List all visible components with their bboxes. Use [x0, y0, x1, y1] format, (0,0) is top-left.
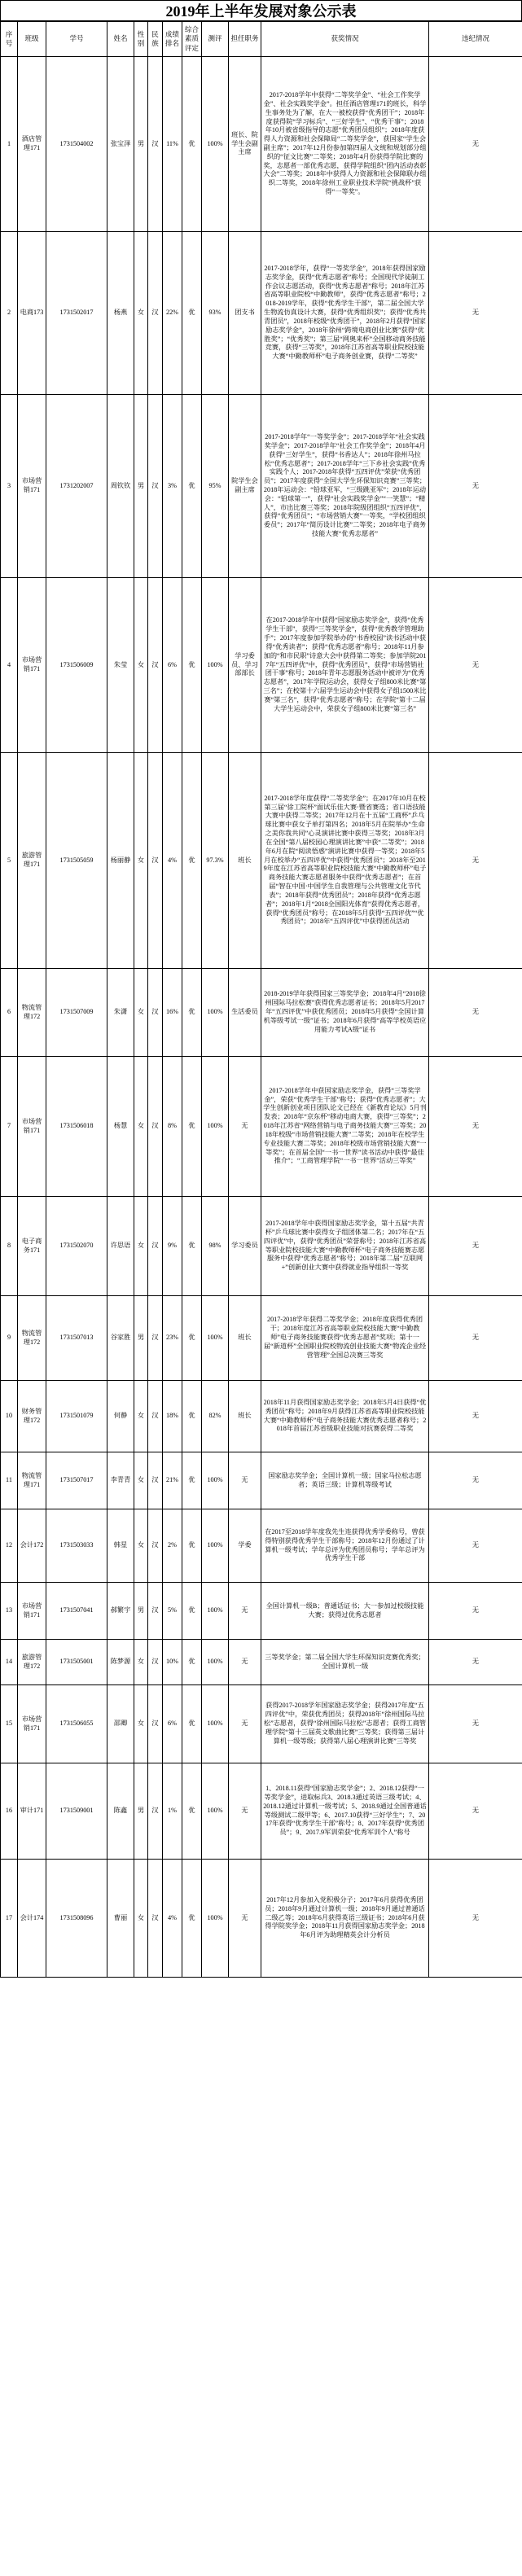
rank-cell: 1% [163, 1763, 182, 1860]
gender-cell: 男 [134, 57, 148, 232]
name-cell: 张宝泽 [107, 57, 134, 232]
honors-cell: 2017-2018学年度获得“二等奖学金”；在2017年10月在校第三届“徐工院杯”面试乐佳大赛·暨省赛选；省口语技能大赛中获得二等奖；2017年12月在十五届“工商杯”乒乓球比赛中获女子单打第四名；2018年5月在院举办“生命之美你我共同”心灵演讲比赛中获得三等奖；2018年3月在全国“第八届校园心理演讲比赛”中获“二等奖”；2018年6月在院“阅读悟惑”演讲比赛中获得一等奖；2018年5月在校举办“五四评优”中获得“优秀团员”；2018年至2019年度在江苏省高等职业院校技能大赛“中勤教师杯”电子商务技能大赛志愿者服务中获得“优秀志愿者”；在首届“智在中国·中国学生自我管理与公共管理文化节代表”；2018年获得“优秀团员”；2018年获得“优秀志愿者”；2018年1月“2018全国阳光体育”获得优秀志愿者，获得“优秀团员”称号；在2018年5月获得“五四评优”“优秀团员”；2018年“五四评优”中获得团员活动 [261, 753, 429, 969]
position-cell: 班长 [229, 1381, 261, 1452]
row-number: 4 [1, 578, 18, 753]
table-row [1, 1296, 522, 1381]
name-cell: 陈鑫 [107, 1763, 134, 1860]
discipline-cell: 无 [429, 1509, 522, 1583]
rank-cell: 5% [163, 1583, 182, 1640]
table-row [1, 969, 522, 1057]
position-cell: 班长 [229, 753, 261, 969]
position-cell: 无 [229, 1860, 261, 1978]
position-cell: 学委 [229, 1509, 261, 1583]
rank-cell: 18% [163, 1381, 182, 1452]
discipline-cell: 无 [429, 578, 522, 753]
discipline-cell: 无 [429, 1763, 522, 1860]
student-id-cell: 1731506009 [46, 578, 107, 753]
class-cell: 旅游管理172 [18, 1640, 46, 1685]
position-cell: 班长、院学生会副主席 [229, 57, 261, 232]
name-cell: 杨慧 [107, 1057, 134, 1197]
header-cell: 违纪情况 [429, 22, 522, 57]
table-row [1, 1452, 522, 1509]
student-id-cell: 1731509001 [46, 1763, 107, 1860]
table-row [1, 1197, 522, 1296]
table-row [1, 395, 522, 578]
evaluation-cell: 93% [202, 232, 229, 395]
table-row [1, 578, 522, 753]
class-cell: 旅游管理171 [18, 753, 46, 969]
evaluation-cell: 100% [202, 57, 229, 232]
grade-cell: 优 [182, 1583, 202, 1640]
rank-cell: 22% [163, 232, 182, 395]
discipline-cell: 无 [429, 1296, 522, 1381]
ethnicity-cell: 汉 [148, 578, 163, 753]
row-number: 12 [1, 1509, 18, 1583]
ethnicity-cell: 汉 [148, 1685, 163, 1763]
gender-cell: 男 [134, 1763, 148, 1860]
student-id-cell: 1731504002 [46, 57, 107, 232]
rank-cell: 4% [163, 1860, 182, 1978]
student-id-cell: 1731503033 [46, 1509, 107, 1583]
class-cell: 市场营销171 [18, 1583, 46, 1640]
discipline-cell: 无 [429, 1583, 522, 1640]
honors-cell: 2017-2018学年“一等奖学金”；2017-2018学年“社会实践奖学金”；2017-2018学年“社会工作奖学金”；2018年4月获得“三好学生”，获得“书香达人”；2018年徐州马拉松“优秀志愿者”；2017-2018学年“三下乡社会实践”优秀实践个人；2017-2018年获得“五四评优”荣获“优秀团员”；2017年度获得“全国大学生环保知识竞赛”三等奖；2018年运动会：“铅球亚军，“三级跳亚军”；2018年运动会：“铅球第一”，获得“社会实践奖学金”“一笑慧”；“精人”，市出比赛三等奖；2018年院级团组织“五四评优”，获得“优秀团员”；“市场营销大赛”一等奖，“学校团组织委员”；2017年“简历设计比赛”二等奖；2018年电子商务技能大赛“优秀志愿者” [261, 395, 429, 578]
ethnicity-cell: 汉 [148, 1197, 163, 1296]
table-row [1, 232, 522, 395]
discipline-cell: 无 [429, 395, 522, 578]
ethnicity-cell: 汉 [148, 753, 163, 969]
student-id-cell: 1731506055 [46, 1685, 107, 1763]
ethnicity-cell: 汉 [148, 1057, 163, 1197]
position-cell: 无 [229, 1640, 261, 1685]
table-row [1, 1509, 522, 1583]
grade-cell: 优 [182, 1057, 202, 1197]
page-title: 2019年上半年发展对象公示表 [0, 0, 522, 21]
evaluation-cell: 100% [202, 969, 229, 1057]
name-cell: 何静 [107, 1381, 134, 1452]
table-row [1, 57, 522, 232]
ethnicity-cell: 汉 [148, 232, 163, 395]
student-id-cell: 1731505059 [46, 753, 107, 969]
name-cell: 杨燕 [107, 232, 134, 395]
row-number: 15 [1, 1685, 18, 1763]
rank-cell: 4% [163, 753, 182, 969]
header-cell: 获奖情况 [261, 22, 429, 57]
name-cell: 许思语 [107, 1197, 134, 1296]
rank-cell: 21% [163, 1452, 182, 1509]
student-id-cell: 1731501079 [46, 1381, 107, 1452]
header-cell: 学号 [46, 22, 107, 57]
student-id-cell: 1731502070 [46, 1197, 107, 1296]
evaluation-cell: 100% [202, 578, 229, 753]
grade-cell: 优 [182, 395, 202, 578]
grade-cell: 优 [182, 1381, 202, 1452]
discipline-cell: 无 [429, 969, 522, 1057]
ethnicity-cell: 汉 [148, 57, 163, 232]
class-cell: 财务管理172 [18, 1381, 46, 1452]
class-cell: 市场营销171 [18, 1057, 46, 1197]
gender-cell: 男 [134, 1583, 148, 1640]
evaluation-cell: 97.3% [202, 753, 229, 969]
discipline-cell: 无 [429, 1381, 522, 1452]
ethnicity-cell: 汉 [148, 1509, 163, 1583]
gender-cell: 男 [134, 1296, 148, 1381]
gender-cell: 女 [134, 1381, 148, 1452]
honors-cell: 2018年11月获得国家励志奖学金；2018年5月4日获得“优秀团员”称号；2018年9月获得江苏省高等职业院校技能大赛“中勤教师杯”电子商务技能大赛优秀志愿者称号；2018年首届江苏省级职业技能对抗赛获得二等奖 [261, 1381, 429, 1452]
position-cell: 生活委员 [229, 969, 261, 1057]
class-cell: 电子商务171 [18, 1197, 46, 1296]
row-number: 3 [1, 395, 18, 578]
rank-cell: 6% [163, 1685, 182, 1763]
position-cell: 无 [229, 1685, 261, 1763]
row-number: 1 [1, 57, 18, 232]
header-cell: 民族 [148, 22, 163, 57]
class-cell: 电商173 [18, 232, 46, 395]
row-number: 14 [1, 1640, 18, 1685]
rank-cell: 23% [163, 1296, 182, 1381]
row-number: 5 [1, 753, 18, 969]
honors-cell: 1、2018.11获得“国家励志奖学金”；2、2018.12获得“一等奖学金”，进取标兵3、2018.3通过英语三级考试；4、2018.12通过计算机一级考试；5、2018.9通过全国普通话等级测试二级甲等；6、2017.10获得“三好学生”；7、2017年获得“优秀学生干部”称号；8、2017年获得“优秀团员”；9、2017.9军训荣获“优秀军训个人”称号 [261, 1763, 429, 1860]
honors-cell: 2018-2019学年获得国家三等奖学金；2018年4月“2018徐州国际马拉松赛”获得优秀志愿者证书；2018年5月2017年“五四评优”中获优秀团员；2018年5月获得“全国计算机等级考试一级”证书；2018年6月获得“高等学校英语应用能力考试A级”证书 [261, 969, 429, 1057]
gender-cell: 女 [134, 1057, 148, 1197]
header-cell: 性别 [134, 22, 148, 57]
position-cell: 无 [229, 1452, 261, 1509]
ethnicity-cell: 汉 [148, 969, 163, 1057]
ethnicity-cell: 汉 [148, 395, 163, 578]
evaluation-cell: 100% [202, 1452, 229, 1509]
class-cell: 物流管理171 [18, 1452, 46, 1509]
grade-cell: 优 [182, 1763, 202, 1860]
row-number: 7 [1, 1057, 18, 1197]
discipline-cell: 无 [429, 232, 522, 395]
table-row [1, 1640, 522, 1685]
grade-cell: 优 [182, 1685, 202, 1763]
student-id-cell: 1731505001 [46, 1640, 107, 1685]
row-number: 11 [1, 1452, 18, 1509]
name-cell: 朱莹 [107, 578, 134, 753]
grade-cell: 优 [182, 1452, 202, 1509]
class-cell: 酒店管理171 [18, 57, 46, 232]
discipline-cell: 无 [429, 57, 522, 232]
name-cell: 曹丽 [107, 1860, 134, 1978]
position-cell: 无 [229, 1057, 261, 1197]
row-number: 17 [1, 1860, 18, 1978]
ethnicity-cell: 汉 [148, 1860, 163, 1978]
student-id-cell: 1731202007 [46, 395, 107, 578]
gender-cell: 女 [134, 232, 148, 395]
rank-cell: 16% [163, 969, 182, 1057]
discipline-cell: 无 [429, 1860, 522, 1978]
discipline-cell: 无 [429, 1057, 522, 1197]
class-cell: 审计171 [18, 1763, 46, 1860]
rank-cell: 10% [163, 1640, 182, 1685]
evaluation-cell: 100% [202, 1640, 229, 1685]
rank-cell: 2% [163, 1509, 182, 1583]
honors-cell: 2017-2018学年中获得国家励志奖学金，第十五届“共青杯”乒乓球比赛中获得女子组团体第二名；2017年在“五四评优”中，获得“优秀团员”荣誉称号；2018年江苏省高等职业院校技能大赛“中勤教师杯”电子商务技能赛志愿服务中获得“优秀志愿者”称号；2018年第二届“互联网+”创新创业大赛中获得就业指导组织一等奖 [261, 1197, 429, 1296]
name-cell: 陈梦源 [107, 1640, 134, 1685]
ethnicity-cell: 汉 [148, 1381, 163, 1452]
publicity-table [0, 21, 522, 1978]
class-cell: 物流管理172 [18, 969, 46, 1057]
gender-cell: 女 [134, 969, 148, 1057]
student-id-cell: 1731506018 [46, 1057, 107, 1197]
honors-cell: 全国计算机一级B；普通话证书；大一参加过校级技能大赛；获得过优秀志愿者 [261, 1583, 429, 1640]
gender-cell: 女 [134, 753, 148, 969]
gender-cell: 女 [134, 578, 148, 753]
gender-cell: 女 [134, 1197, 148, 1296]
name-cell: 李青青 [107, 1452, 134, 1509]
header-cell: 姓名 [107, 22, 134, 57]
evaluation-cell: 82% [202, 1381, 229, 1452]
grade-cell: 优 [182, 1640, 202, 1685]
header-cell: 综合素质评定 [182, 22, 202, 57]
position-cell: 学习委员 [229, 1197, 261, 1296]
honors-cell: 在2017-2018学年中获得“国家励志奖学金”，获得“优秀学生干部”，获得“三等奖学金”，获得“优秀教学管理助手”；2017年度参加学院举办的“书香校园”读书活动中获得“优秀读者”；获得“优秀志愿者”称号；2018年11月参加的“和市民职”诗意大会中获得第二等奖；参加学院2017年“五四评优”中，获得“优秀团员”，获得“市场营销社团干事”称号；2018年青年志愿服务活动中被评为“优秀志愿者”，2017年学院运动会，获得女子组800米比赛“第三名”；在校第十六届学生运动会中获得女子组1500米比赛“第三名”，获得“优秀志愿者”称号；在学院“第十二届大学生运动会中，荣获女子组800米比赛“第三名” [261, 578, 429, 753]
name-cell: 韩星 [107, 1509, 134, 1583]
honors-cell: 2017-2018学年，获得“一等奖学金”，2018年获得国家励志奖学金，获得“优秀志愿者”称号；全国现代学徒制工作会议志愿活动，获得“优秀志愿者”称号；2018年江苏省高等职业院校“中勤教师”，获得“优秀志愿者”称号；2018-2019学年，获得“优秀学生干部”，第二届全国大学生物流仿真设计大赛，获得“优秀组织奖”；获得“优秀共青团员”，2018年校级“优秀团干”，2018年2月获得“国家励志奖学金”，2018年徐州“跨境电商创业比赛”获得“优胜奖”；“优秀奖”；第三届“网奥来杯”全国移动商务技能竞赛，获得“三等奖”，2018年江苏省高等职业院校技能大赛“中勤教师杯”电子商务创业赛，获得“二等奖” [261, 232, 429, 395]
ethnicity-cell: 汉 [148, 1763, 163, 1860]
row-number: 6 [1, 969, 18, 1057]
class-cell: 市场营销171 [18, 578, 46, 753]
class-cell: 市场营销171 [18, 1685, 46, 1763]
student-id-cell: 1731508096 [46, 1860, 107, 1978]
row-number: 10 [1, 1381, 18, 1452]
discipline-cell: 无 [429, 1452, 522, 1509]
header-cell: 担任职务 [229, 22, 261, 57]
table-row [1, 753, 522, 969]
student-id-cell: 1731507009 [46, 969, 107, 1057]
honors-cell: 三等奖学金；第二届全国大学生环保知识竞赛优秀奖；全国计算机一级 [261, 1640, 429, 1685]
header-cell: 班级 [18, 22, 46, 57]
honors-cell: 2017年12月参加入党积极分子；2017年6月获得优秀团员；2018年9月通过计算机一级；2018年9月通过普通话二级乙等；2018年6月获得英语三级证书；2018年6月获得学院奖学金；2018年11月获得国家励志奖学金；2018年6月评为助理精英会计分析员 [261, 1860, 429, 1978]
row-number: 13 [1, 1583, 18, 1640]
evaluation-cell: 100% [202, 1296, 229, 1381]
discipline-cell: 无 [429, 1685, 522, 1763]
row-number: 16 [1, 1763, 18, 1860]
class-cell: 物流管理172 [18, 1296, 46, 1381]
evaluation-cell: 100% [202, 1509, 229, 1583]
rank-cell: 3% [163, 395, 182, 578]
discipline-cell: 无 [429, 1197, 522, 1296]
position-cell: 无 [229, 1763, 261, 1860]
row-number: 9 [1, 1296, 18, 1381]
evaluation-cell: 100% [202, 1860, 229, 1978]
name-cell: 周钦钦 [107, 395, 134, 578]
class-cell: 会计174 [18, 1860, 46, 1978]
header-cell: 测评 [202, 22, 229, 57]
ethnicity-cell: 汉 [148, 1640, 163, 1685]
row-number: 2 [1, 232, 18, 395]
name-cell: 郝繁宇 [107, 1583, 134, 1640]
rank-cell: 8% [163, 1057, 182, 1197]
grade-cell: 优 [182, 1860, 202, 1978]
discipline-cell: 无 [429, 1640, 522, 1685]
grade-cell: 优 [182, 1296, 202, 1381]
gender-cell: 女 [134, 1640, 148, 1685]
gender-cell: 女 [134, 1509, 148, 1583]
position-cell: 无 [229, 1583, 261, 1640]
evaluation-cell: 100% [202, 1057, 229, 1197]
evaluation-cell: 100% [202, 1685, 229, 1763]
honors-cell: 2017-2018学年中获得“二等奖学金”、“社会工作奖学金”、社会实践奖学金”。担任酒店管理171的班长，科学生事务处为了解，在大一被校获得“优秀团干”；2018年度获得院“学习标兵”、“三好学生”、“优秀干事”；2018年10月被省级指导的志愿“优秀团员组织”；2018年度获得人力资源和社会保障局“二等奖学金”，获国家“学生会副主席”；2017年12月份参加第四届人文统和规划部分组织的“征文比赛”二等奖；2018年4月份获得学院比赛的奖，志愿者一部优秀志愿，获得学院组织“团内活动表彰大会”二等奖；2018年中获得人力资源和社会保障联办组织二等奖，2018年徐州工业职业技术学院“挑战杯”获得“一等奖”。 [261, 57, 429, 232]
evaluation-cell: 100% [202, 1763, 229, 1860]
class-cell: 市场营销171 [18, 395, 46, 578]
name-cell: 邵卿 [107, 1685, 134, 1763]
header-row [1, 22, 522, 57]
honors-cell: 获得2017-2018学年国家励志奖学金；获得2017年度“五四评优”中，荣获优秀团员；获得2018年“徐州国际马拉松”志愿者，获得“徐州国际马拉松”志愿者；获得工商管理学院“第十三届英文歌曲比赛”三等奖；获得第三届计算机一级等级；获得第八届心理演讲比赛”三等奖 [261, 1685, 429, 1763]
honors-cell: 2017-2018学年中获国家励志奖学金，获得“三等奖学金”，荣获“优秀学生干部”称号；获得“优秀志愿者”；大学生创新创业项目团队论文已经在《新教育论坛》5月刊发表；2018年“京东杯”移动电商大赛，获得“三等奖”；2018年江苏省“网络营销与电子商务技能大赛”三等奖；2018年校级“市场营销技能大赛”二等奖；2018年在校学生专业技能大赛二等奖；2018年校级市场营销技能大赛“一等奖”；在首届全国“一书一世界”读书活动中获得“最佳推介”；“工商管理学院“一书一世界”活动三等奖” [261, 1057, 429, 1197]
row-number: 8 [1, 1197, 18, 1296]
position-cell: 院学生会副主席 [229, 395, 261, 578]
table-row [1, 1860, 522, 1978]
header-cell: 成绩排名 [163, 22, 182, 57]
grade-cell: 优 [182, 969, 202, 1057]
position-cell: 团支书 [229, 232, 261, 395]
position-cell: 班长 [229, 1296, 261, 1381]
grade-cell: 优 [182, 232, 202, 395]
ethnicity-cell: 汉 [148, 1452, 163, 1509]
evaluation-cell: 100% [202, 1583, 229, 1640]
evaluation-cell: 98% [202, 1197, 229, 1296]
student-id-cell: 1731502017 [46, 232, 107, 395]
honors-cell: 在2017至2018学年度我先生连获得优秀学委称号，曾获得特别获得优秀学生干部称号；2018年12月份通过了计算机一级考试；学年总评为优秀团员称号；学年总评为优秀学生干部 [261, 1509, 429, 1583]
name-cell: 杨丽静 [107, 753, 134, 969]
ethnicity-cell: 汉 [148, 1296, 163, 1381]
position-cell: 学习委员、学习部部长 [229, 578, 261, 753]
grade-cell: 优 [182, 1197, 202, 1296]
gender-cell: 女 [134, 1685, 148, 1763]
ethnicity-cell: 汉 [148, 1583, 163, 1640]
grade-cell: 优 [182, 1509, 202, 1583]
evaluation-cell: 95% [202, 395, 229, 578]
name-cell: 谷家胜 [107, 1296, 134, 1381]
gender-cell: 女 [134, 1452, 148, 1509]
table-row [1, 1381, 522, 1452]
student-id-cell: 1731507013 [46, 1296, 107, 1381]
grade-cell: 优 [182, 57, 202, 232]
gender-cell: 男 [134, 395, 148, 578]
honors-cell: 2017-2018学年获得二等奖学金；2018年度获得优秀团干；2018年度江苏省高等职业院校技能大赛“中勤教师”电子商务技能赛获得“优秀志愿者”奖项；第十一届“新道杯”全国职业院校物流创业技能大赛“物流企业经营管理”全国总决赛三等奖 [261, 1296, 429, 1381]
honors-cell: 国家励志奖学金；全国计算机一级；国家马拉松志愿者；英语三级；计算机等级考试 [261, 1452, 429, 1509]
table-row [1, 1057, 522, 1197]
grade-cell: 优 [182, 578, 202, 753]
table-row [1, 1685, 522, 1763]
rank-cell: 6% [163, 578, 182, 753]
rank-cell: 9% [163, 1197, 182, 1296]
discipline-cell: 无 [429, 753, 522, 969]
student-id-cell: 1731507041 [46, 1583, 107, 1640]
student-id-cell: 1731507017 [46, 1452, 107, 1509]
header-cell: 序号 [1, 22, 18, 57]
name-cell: 朱潇 [107, 969, 134, 1057]
gender-cell: 女 [134, 1860, 148, 1978]
rank-cell: 11% [163, 57, 182, 232]
class-cell: 会计172 [18, 1509, 46, 1583]
grade-cell: 优 [182, 753, 202, 969]
table-row [1, 1763, 522, 1860]
table-row [1, 1583, 522, 1640]
